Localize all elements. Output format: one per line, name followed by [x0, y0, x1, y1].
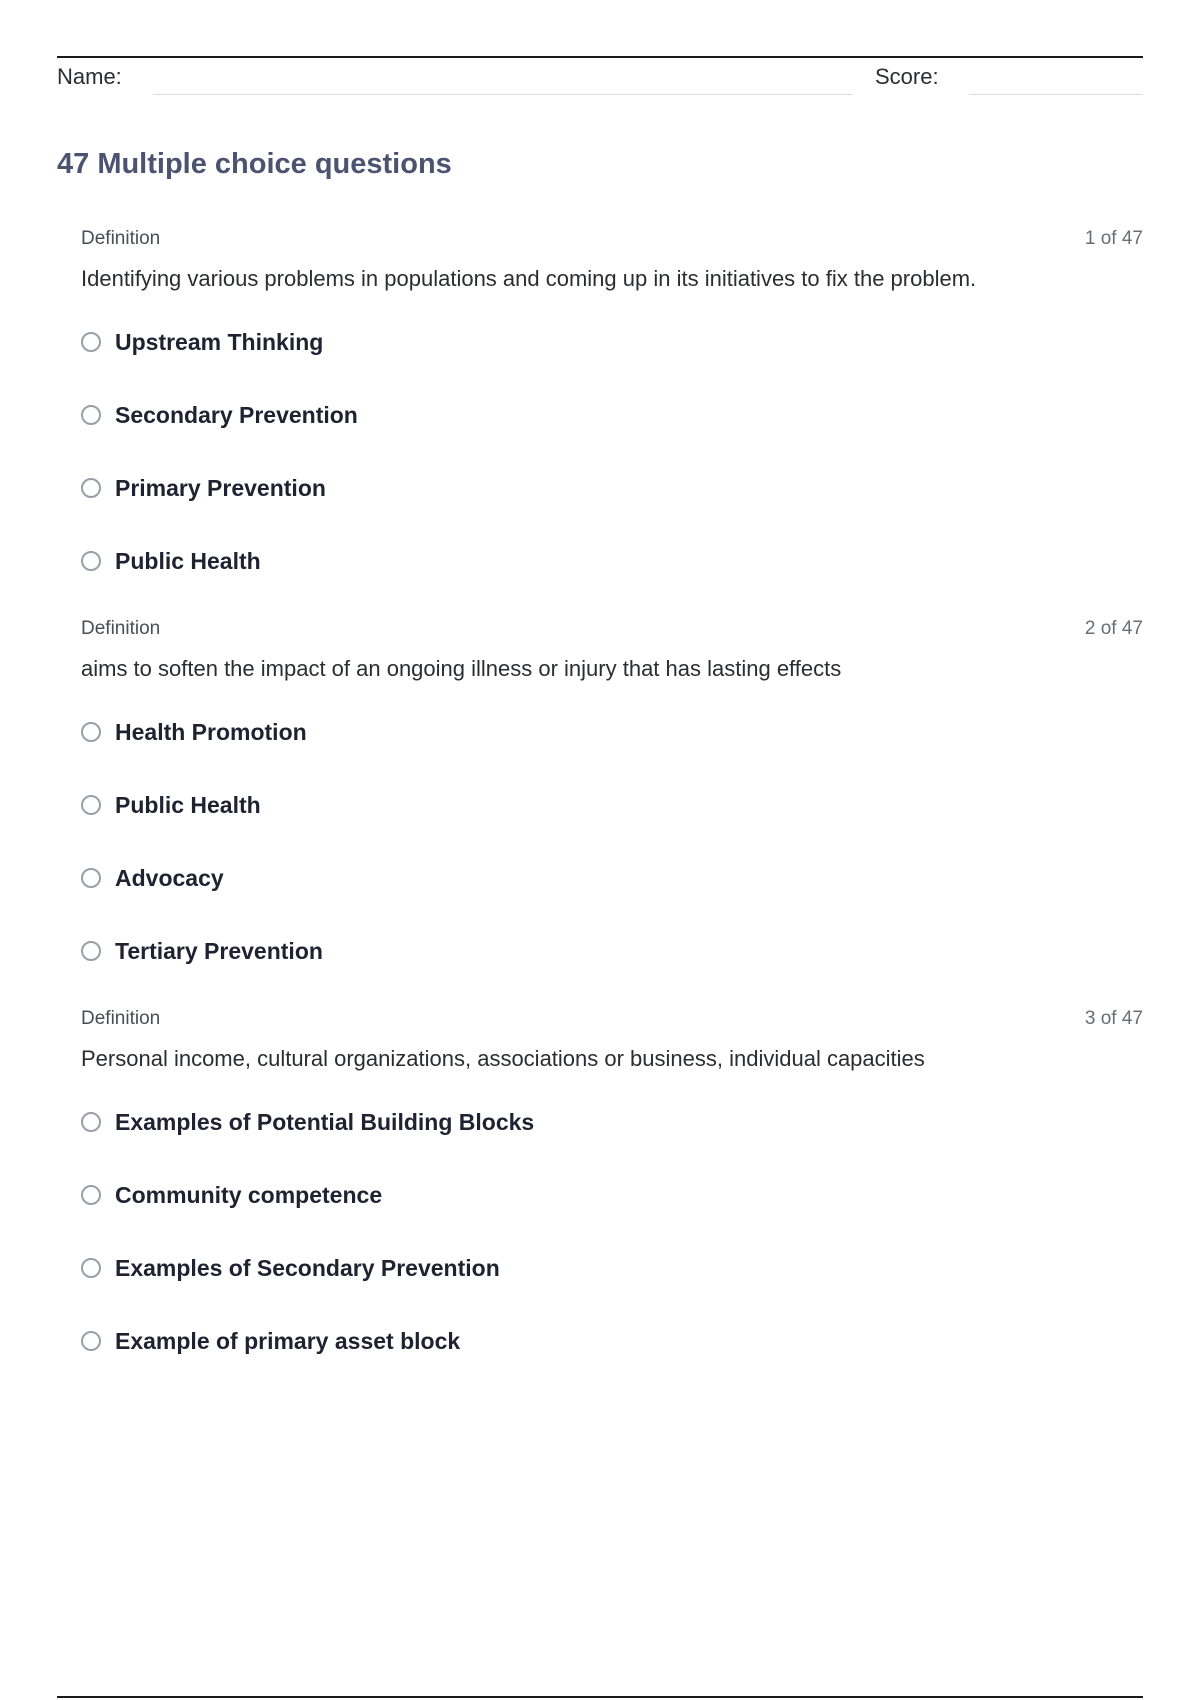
- question-2: [81, 616, 1143, 1006]
- question-list: [81, 226, 1143, 1396]
- answer-option[interactable]: [81, 399, 358, 472]
- radio-button-icon[interactable]: [81, 1331, 101, 1351]
- question-counter: 1 of 47: [1084, 228, 1143, 249]
- quiz-title: 47 Multiple choice questions: [57, 148, 452, 180]
- radio-button-icon[interactable]: [81, 1258, 101, 1278]
- radio-button-icon[interactable]: [81, 332, 101, 352]
- score-label: Score:: [875, 64, 939, 89]
- question-3: [81, 1006, 1143, 1396]
- answer-option[interactable]: [81, 862, 323, 935]
- option-label: Advocacy: [115, 865, 224, 891]
- answer-option[interactable]: [81, 1252, 534, 1325]
- answer-option[interactable]: [81, 1106, 534, 1179]
- question-prompt: aims to soften the impact of an ongoing illness or injury that has lasting effects: [81, 656, 842, 681]
- name-field[interactable]: [153, 94, 853, 95]
- answer-option[interactable]: [81, 789, 323, 862]
- question-kind: Definition: [81, 1008, 161, 1029]
- score-field[interactable]: [969, 94, 1143, 95]
- answer-option[interactable]: [81, 1179, 534, 1252]
- radio-button-icon[interactable]: [81, 722, 101, 742]
- option-label: Examples of Potential Building Blocks: [115, 1109, 535, 1135]
- option-label: Tertiary Prevention: [115, 938, 323, 964]
- option-label: Public Health: [115, 792, 261, 818]
- answer-option[interactable]: [81, 1325, 534, 1398]
- option-list: [81, 1106, 534, 1398]
- option-label: Examples of Secondary Prevention: [115, 1255, 500, 1281]
- question-header: [81, 1006, 1143, 1032]
- question-header: [81, 226, 1143, 252]
- radio-button-icon[interactable]: [81, 405, 101, 425]
- option-list: [81, 716, 323, 1008]
- bottom-divider: [57, 1696, 1143, 1698]
- answer-option[interactable]: [81, 326, 358, 399]
- option-label: Health Promotion: [115, 719, 307, 745]
- answer-option[interactable]: [81, 935, 323, 1008]
- name-score-row: [57, 62, 1143, 98]
- option-label: Primary Prevention: [115, 475, 326, 501]
- option-label: Secondary Prevention: [115, 402, 358, 428]
- question-kind: Definition: [81, 618, 161, 639]
- option-list: [81, 326, 358, 618]
- question-counter: 3 of 47: [1084, 1008, 1143, 1029]
- question-header: [81, 616, 1143, 642]
- radio-button-icon[interactable]: [81, 795, 101, 815]
- question-1: [81, 226, 1143, 616]
- question-counter: 2 of 47: [1084, 618, 1143, 639]
- radio-button-icon[interactable]: [81, 1185, 101, 1205]
- top-divider: [57, 56, 1143, 58]
- option-label: Public Health: [115, 548, 261, 574]
- radio-button-icon[interactable]: [81, 868, 101, 888]
- question-prompt: Personal income, cultural organizations, associations or business, individual capacities: [81, 1046, 925, 1071]
- option-label: Example of primary asset block: [115, 1328, 461, 1354]
- question-prompt: Identifying various problems in populations and coming up in its initiatives to fix the problem.: [81, 266, 977, 291]
- radio-button-icon[interactable]: [81, 551, 101, 571]
- answer-option[interactable]: [81, 472, 358, 545]
- radio-button-icon[interactable]: [81, 941, 101, 961]
- name-label: Name:: [57, 64, 122, 89]
- radio-button-icon[interactable]: [81, 478, 101, 498]
- option-label: Community competence: [115, 1182, 383, 1208]
- question-kind: Definition: [81, 228, 161, 249]
- radio-button-icon[interactable]: [81, 1112, 101, 1132]
- answer-option[interactable]: [81, 545, 358, 618]
- answer-option[interactable]: [81, 716, 323, 789]
- option-label: Upstream Thinking: [115, 329, 324, 355]
